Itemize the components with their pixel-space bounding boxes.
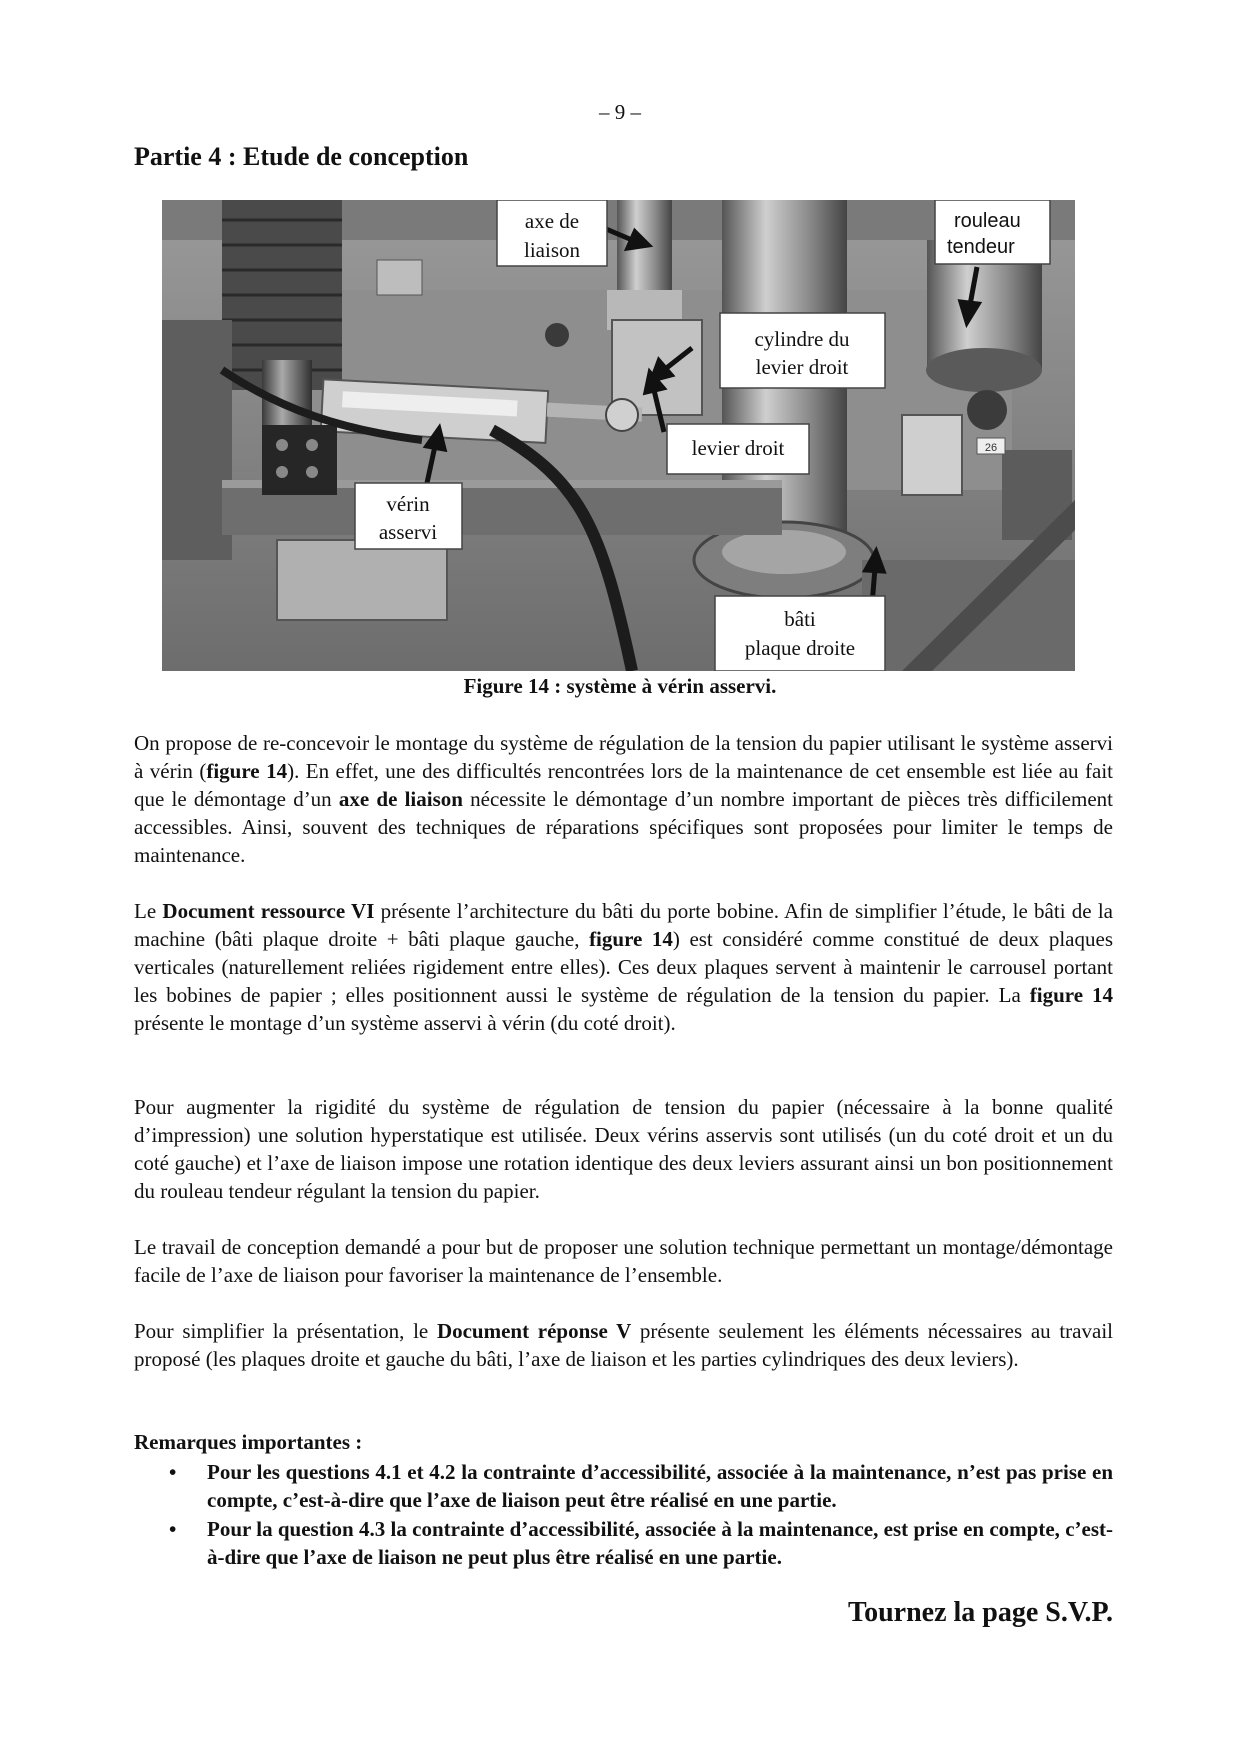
list-item: • Pour la question 4.3 la contrainte d’accessibilité, associée à la maintenance, est prise en compte, c’est-à-dire que l’axe de liaison ne peut plus être réalisé en une partie. xyxy=(169,1517,1113,1569)
bullet-icon: • xyxy=(169,1517,177,1541)
remarks-title: Remarques importantes : xyxy=(134,1430,363,1454)
label-verin-asservi xyxy=(355,483,462,549)
page-number: – 9 – xyxy=(599,100,641,124)
svg-text:vérin: vérin xyxy=(386,492,430,516)
remarks-list xyxy=(134,1458,1113,1572)
bullet-icon: • xyxy=(169,1460,177,1484)
list-item: • Pour les questions 4.1 et 4.2 la contrainte d’accessibilité, associée à la maintenance, n’est pas prise en compte, c’est-à-dire que l’axe de liaison peut être réalisé en une partie. xyxy=(169,1460,1113,1512)
paragraph-3: Pour augmenter la rigidité du système de régulation de tension du papier (nécessaire à la bonne qualité d’impression) une solution hyperstatique est utilisée. Deux vérins asservis sont utilisés (un du coté droit et un du coté gauche) et l’axe de liaison impose une rotation identique des deux leviers assurant ainsi un bon positionnement du rouleau tendeur régulant la tension du papier. xyxy=(134,1095,1113,1203)
svg-text:bâti: bâti xyxy=(784,607,816,631)
svg-text:levier droit: levier droit xyxy=(755,355,849,379)
svg-text:levier droit: levier droit xyxy=(691,436,785,460)
label-cylindre-levier-droit xyxy=(720,313,885,388)
svg-text:tendeur: tendeur xyxy=(947,236,1015,258)
figure-14-photo xyxy=(162,200,1075,671)
svg-text:rouleau: rouleau xyxy=(954,210,1021,232)
paragraph-2: Le Document ressource VI présente l’architecture du bâti du porte bobine. Afin de simplifier l’étude, le bâti de la machine (bâti plaque droite + bâti plaque gauche, figure 14) est considéré comme constitué de deux plaques verticales (naturellement reliées rigidement entre elles). Ces deux plaques servent à maintenir le carrousel portant les bobines de papier ; elles positionnent aussi le système de régulation de la tension du papier. La figure 14 présente le montage d’un système asservi à vérin (du coté droit). xyxy=(134,899,1113,1035)
section-heading: Partie 4 : Etude de conception xyxy=(134,142,469,171)
label-rouleau-tendeur xyxy=(935,200,1050,264)
label-levier-droit xyxy=(667,424,809,474)
svg-text:cylindre du: cylindre du xyxy=(754,327,850,351)
svg-text:liaison: liaison xyxy=(524,238,580,262)
paragraph-1: On propose de re-concevoir le montage du système de régulation de la tension du papier utilisant le système asservi à vérin (figure 14). En effet, une des difficultés rencontrées lors de la maintenance de cet ensemble est liée au fait que le démontage d’un axe de liaison nécessite le démontage d’un nombre important de pièces très difficilement accessibles. Ainsi, souvent des techniques de réparations spécifiques sont proposées pour limiter le temps de maintenance. xyxy=(134,731,1113,867)
turn-page-note: Tournez la page S.V.P. xyxy=(847,1597,1113,1628)
figure-caption: Figure 14 : système à vérin asservi. xyxy=(463,674,777,698)
svg-text:axe de: axe de xyxy=(524,209,580,233)
paragraph-4: Le travail de conception demandé a pour but de proposer une solution technique permettant un montage/démontage facile de l’axe de liaison pour favoriser la maintenance de l’ensemble. xyxy=(134,1235,1113,1287)
paragraph-5: Pour simplifier la présentation, le Document réponse V présente seulement les éléments nécessaires au travail proposé (les plaques droite et gauche du bâti, l’axe de liaison et les parties cylindriques des deux leviers). xyxy=(134,1319,1113,1371)
label-axe-de-liaison xyxy=(497,200,607,266)
label-bati-plaque-droite xyxy=(715,596,885,671)
svg-text:asservi: asservi xyxy=(378,520,438,544)
svg-text:plaque droite: plaque droite xyxy=(744,636,856,660)
plate-number-tag: 26 xyxy=(984,442,998,454)
